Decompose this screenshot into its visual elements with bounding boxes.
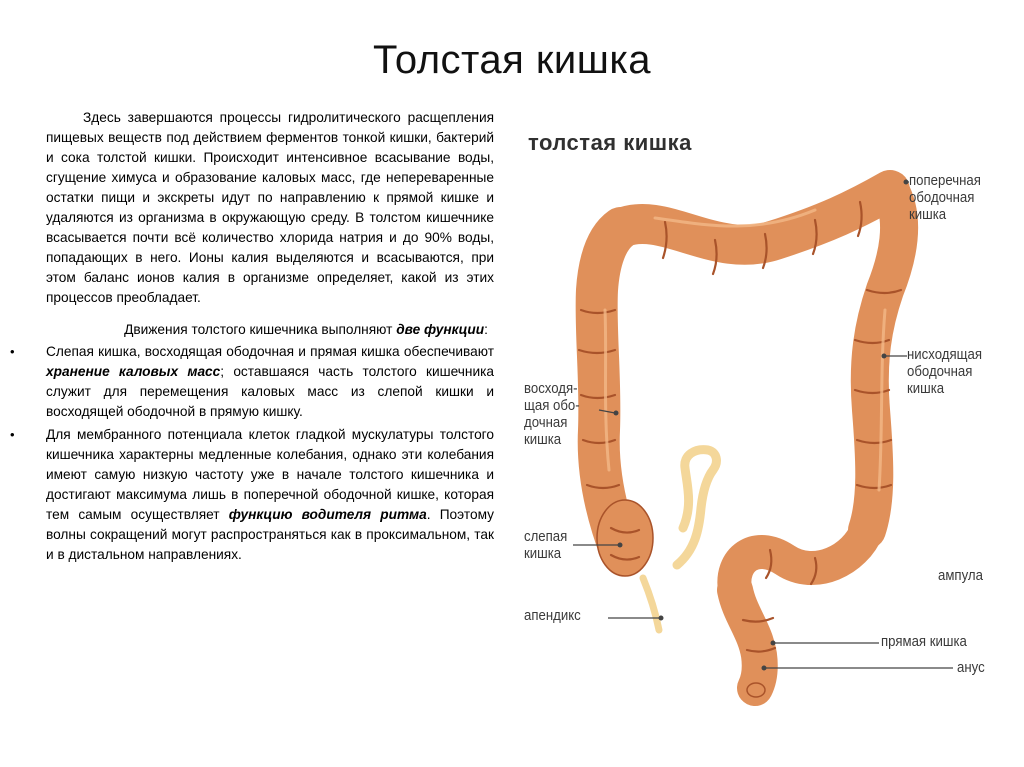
rectum-shape — [735, 590, 760, 688]
label-rectum: прямая кишка — [881, 633, 967, 650]
label-line: кишка — [524, 431, 562, 448]
list-item — [10, 425, 494, 565]
appendix-tip — [643, 578, 659, 630]
functions-list — [10, 342, 495, 565]
label-line: кишка — [909, 206, 947, 223]
bullet1-text-a: Слепая кишка, восходящая ободочная и прямая кишка обеспечивают — [46, 344, 494, 359]
body-text — [10, 108, 495, 568]
label-line: кишка — [907, 380, 945, 397]
colon-diagram — [515, 110, 1024, 710]
bullet-icon: • — [10, 344, 15, 359]
label-ampulla: ампула — [938, 567, 983, 584]
label-cecum — [524, 528, 567, 562]
intro-paragraph: Здесь завершаются процессы гидролитического расщепления пищевых веществ под действием ферментов тонкой кишки, бактерий и сока толстой кишки. Происходит интенсивное всасывание воды, сгущение химуса и образование каловых масс, где непереваренные остатки пищи и экскреты идут по направлению к прямой кишке и удаляются из организма в окружающую среду. В толстом кишечнике всасывается почти всё количество хлорида натрия и до 90% воды, попадающих в него. Ионы калия выделяются и всасываются, при этом баланс ионов калия в организме определяет, какой из этих процессов преобладает. — [46, 110, 494, 305]
label-ascending-colon — [524, 380, 580, 448]
appendix-shape — [677, 450, 716, 565]
label-line: ободочная — [907, 363, 973, 380]
bullet-icon: • — [10, 427, 15, 442]
label-descending-colon — [907, 346, 982, 397]
movements-lead: Движения толстого кишечника выполняют — [124, 322, 393, 337]
movements-paragraph — [46, 320, 494, 340]
movements-emphasis: две функции — [396, 322, 485, 337]
bullet2-text-a: Для мембранного потенциала клеток гладкой мускулатуры толстого кишечника характерны медленные колебания, однако эти колебания имеют самую низкую частоту уже в начале толстого кишечника и достигают максимума лишь в поперечной ободочной кишке, которая тем самым осуществляет — [46, 427, 494, 522]
label-line: восходя- — [524, 380, 578, 397]
bullet1-emphasis: хранение каловых масс — [46, 364, 221, 379]
label-line: кишка — [524, 545, 562, 562]
slide-title: Толстая кишка — [373, 38, 651, 82]
label-line: поперечная — [909, 172, 981, 189]
label-anus: анус — [957, 659, 985, 676]
cecum-shape — [597, 500, 653, 576]
label-transverse-colon — [909, 172, 981, 223]
label-line: ободочная — [909, 189, 975, 206]
movements-tail: : — [484, 322, 488, 337]
anus-shape — [747, 683, 765, 697]
list-item — [10, 342, 495, 422]
sigmoid-colon-shape — [734, 530, 867, 590]
diagram-title: толстая кишка — [528, 130, 692, 155]
bullet1-text-b: ; оставшаяся часть толстого кишечника служит для перемещения каловых масс из слепой кишки и восходящей ободочной в прямую кишку. — [46, 364, 495, 419]
label-line: дочная — [524, 414, 568, 431]
label-line: слепая — [524, 528, 568, 545]
bullet2-emphasis: функцию водителя ритма — [228, 507, 427, 522]
label-appendix: апендикс — [524, 607, 581, 624]
label-line: щая обо- — [524, 397, 580, 414]
bullet2-text-b: . Поэтому волны сокращений могут распространяться как в проксимальном, так и в дистальном направлениях. — [46, 507, 494, 562]
label-line: нисходящая — [907, 346, 982, 363]
